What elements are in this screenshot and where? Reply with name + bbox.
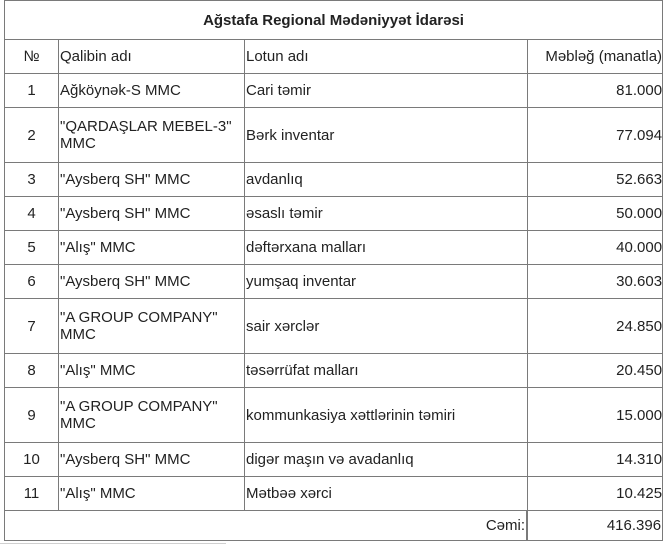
cell-winner: "Alış" MMC — [59, 477, 245, 511]
header-winner: Qalibin adı — [59, 40, 245, 74]
cell-amount: 50.000 — [528, 197, 663, 231]
cell-amount: 77.094 — [528, 108, 663, 163]
cell-no: 3 — [5, 163, 59, 197]
divider — [0, 543, 226, 544]
cell-amount: 24.850 — [528, 299, 663, 354]
table-row — [5, 197, 663, 231]
cell-no: 4 — [5, 197, 59, 231]
cell-lot: Mətbəə xərci — [245, 477, 528, 511]
procurement-table — [4, 0, 663, 541]
cell-no: 10 — [5, 443, 59, 477]
cell-winner: "A GROUP COMPANY" MMC — [59, 388, 245, 443]
cell-winner: "Alış" MMC — [59, 354, 245, 388]
cell-lot: Bərk inventar — [245, 108, 528, 163]
table-row — [5, 388, 663, 443]
table-title: Ağstafa Regional Mədəniyyət İdarəsi — [5, 1, 663, 40]
table-row — [5, 108, 663, 163]
cell-winner: "Alış" MMC — [59, 231, 245, 265]
cell-lot: təsərrüfat malları — [245, 354, 528, 388]
table-row — [5, 265, 663, 299]
cell-lot: yumşaq inventar — [245, 265, 528, 299]
table-row — [5, 443, 663, 477]
cell-amount: 15.000 — [528, 388, 663, 443]
cell-no: 8 — [5, 354, 59, 388]
cell-amount: 30.603 — [528, 265, 663, 299]
table-row — [5, 477, 663, 511]
cell-winner: "A GROUP COMPANY" MMC — [59, 299, 245, 354]
cell-no: 5 — [5, 231, 59, 265]
cell-winner: "Aysberq SH" MMC — [59, 265, 245, 299]
cell-winner: "Aysberq SH" MMC — [59, 197, 245, 231]
total-label: Cəmi: — [486, 511, 527, 540]
table-row — [5, 163, 663, 197]
header-row — [5, 40, 663, 74]
cell-amount: 81.000 — [528, 74, 663, 108]
cell-lot: digər maşın və avadanlıq — [245, 443, 528, 477]
cell-amount: 10.425 — [528, 477, 663, 511]
cell-no: 6 — [5, 265, 59, 299]
cell-no: 2 — [5, 108, 59, 163]
table-row — [5, 354, 663, 388]
header-amount: Məbləğ (manatla) — [528, 40, 663, 74]
header-no: № — [5, 40, 59, 74]
cell-lot: əsaslı təmir — [245, 197, 528, 231]
cell-amount: 20.450 — [528, 354, 663, 388]
cell-winner: "Aysberq SH" MMC — [59, 163, 245, 197]
cell-lot: sair xərclər — [245, 299, 528, 354]
cell-amount: 40.000 — [528, 231, 663, 265]
cell-amount: 14.310 — [528, 443, 663, 477]
cell-lot: dəftərxana malları — [245, 231, 528, 265]
cell-lot: Cari təmir — [245, 74, 528, 108]
cell-no: 1 — [5, 74, 59, 108]
cell-amount: 52.663 — [528, 163, 663, 197]
cell-no: 9 — [5, 388, 59, 443]
cell-no: 11 — [5, 477, 59, 511]
cell-lot: kommunkasiya xəttlərinin təmiri — [245, 388, 528, 443]
table-row — [5, 231, 663, 265]
total-amount: 416.396 — [528, 511, 663, 541]
table-row — [5, 299, 663, 354]
total-row — [5, 511, 663, 541]
table-row — [5, 74, 663, 108]
total-filler — [5, 511, 528, 541]
header-lot: Lotun adı — [245, 40, 528, 74]
cell-winner: "QARDAŞLAR MEBEL-3" MMC — [59, 108, 245, 163]
cell-lot: avdanlıq — [245, 163, 528, 197]
cell-winner: Ağköynək-S MMC — [59, 74, 245, 108]
cell-winner: "Aysberq SH" MMC — [59, 443, 245, 477]
cell-no: 7 — [5, 299, 59, 354]
